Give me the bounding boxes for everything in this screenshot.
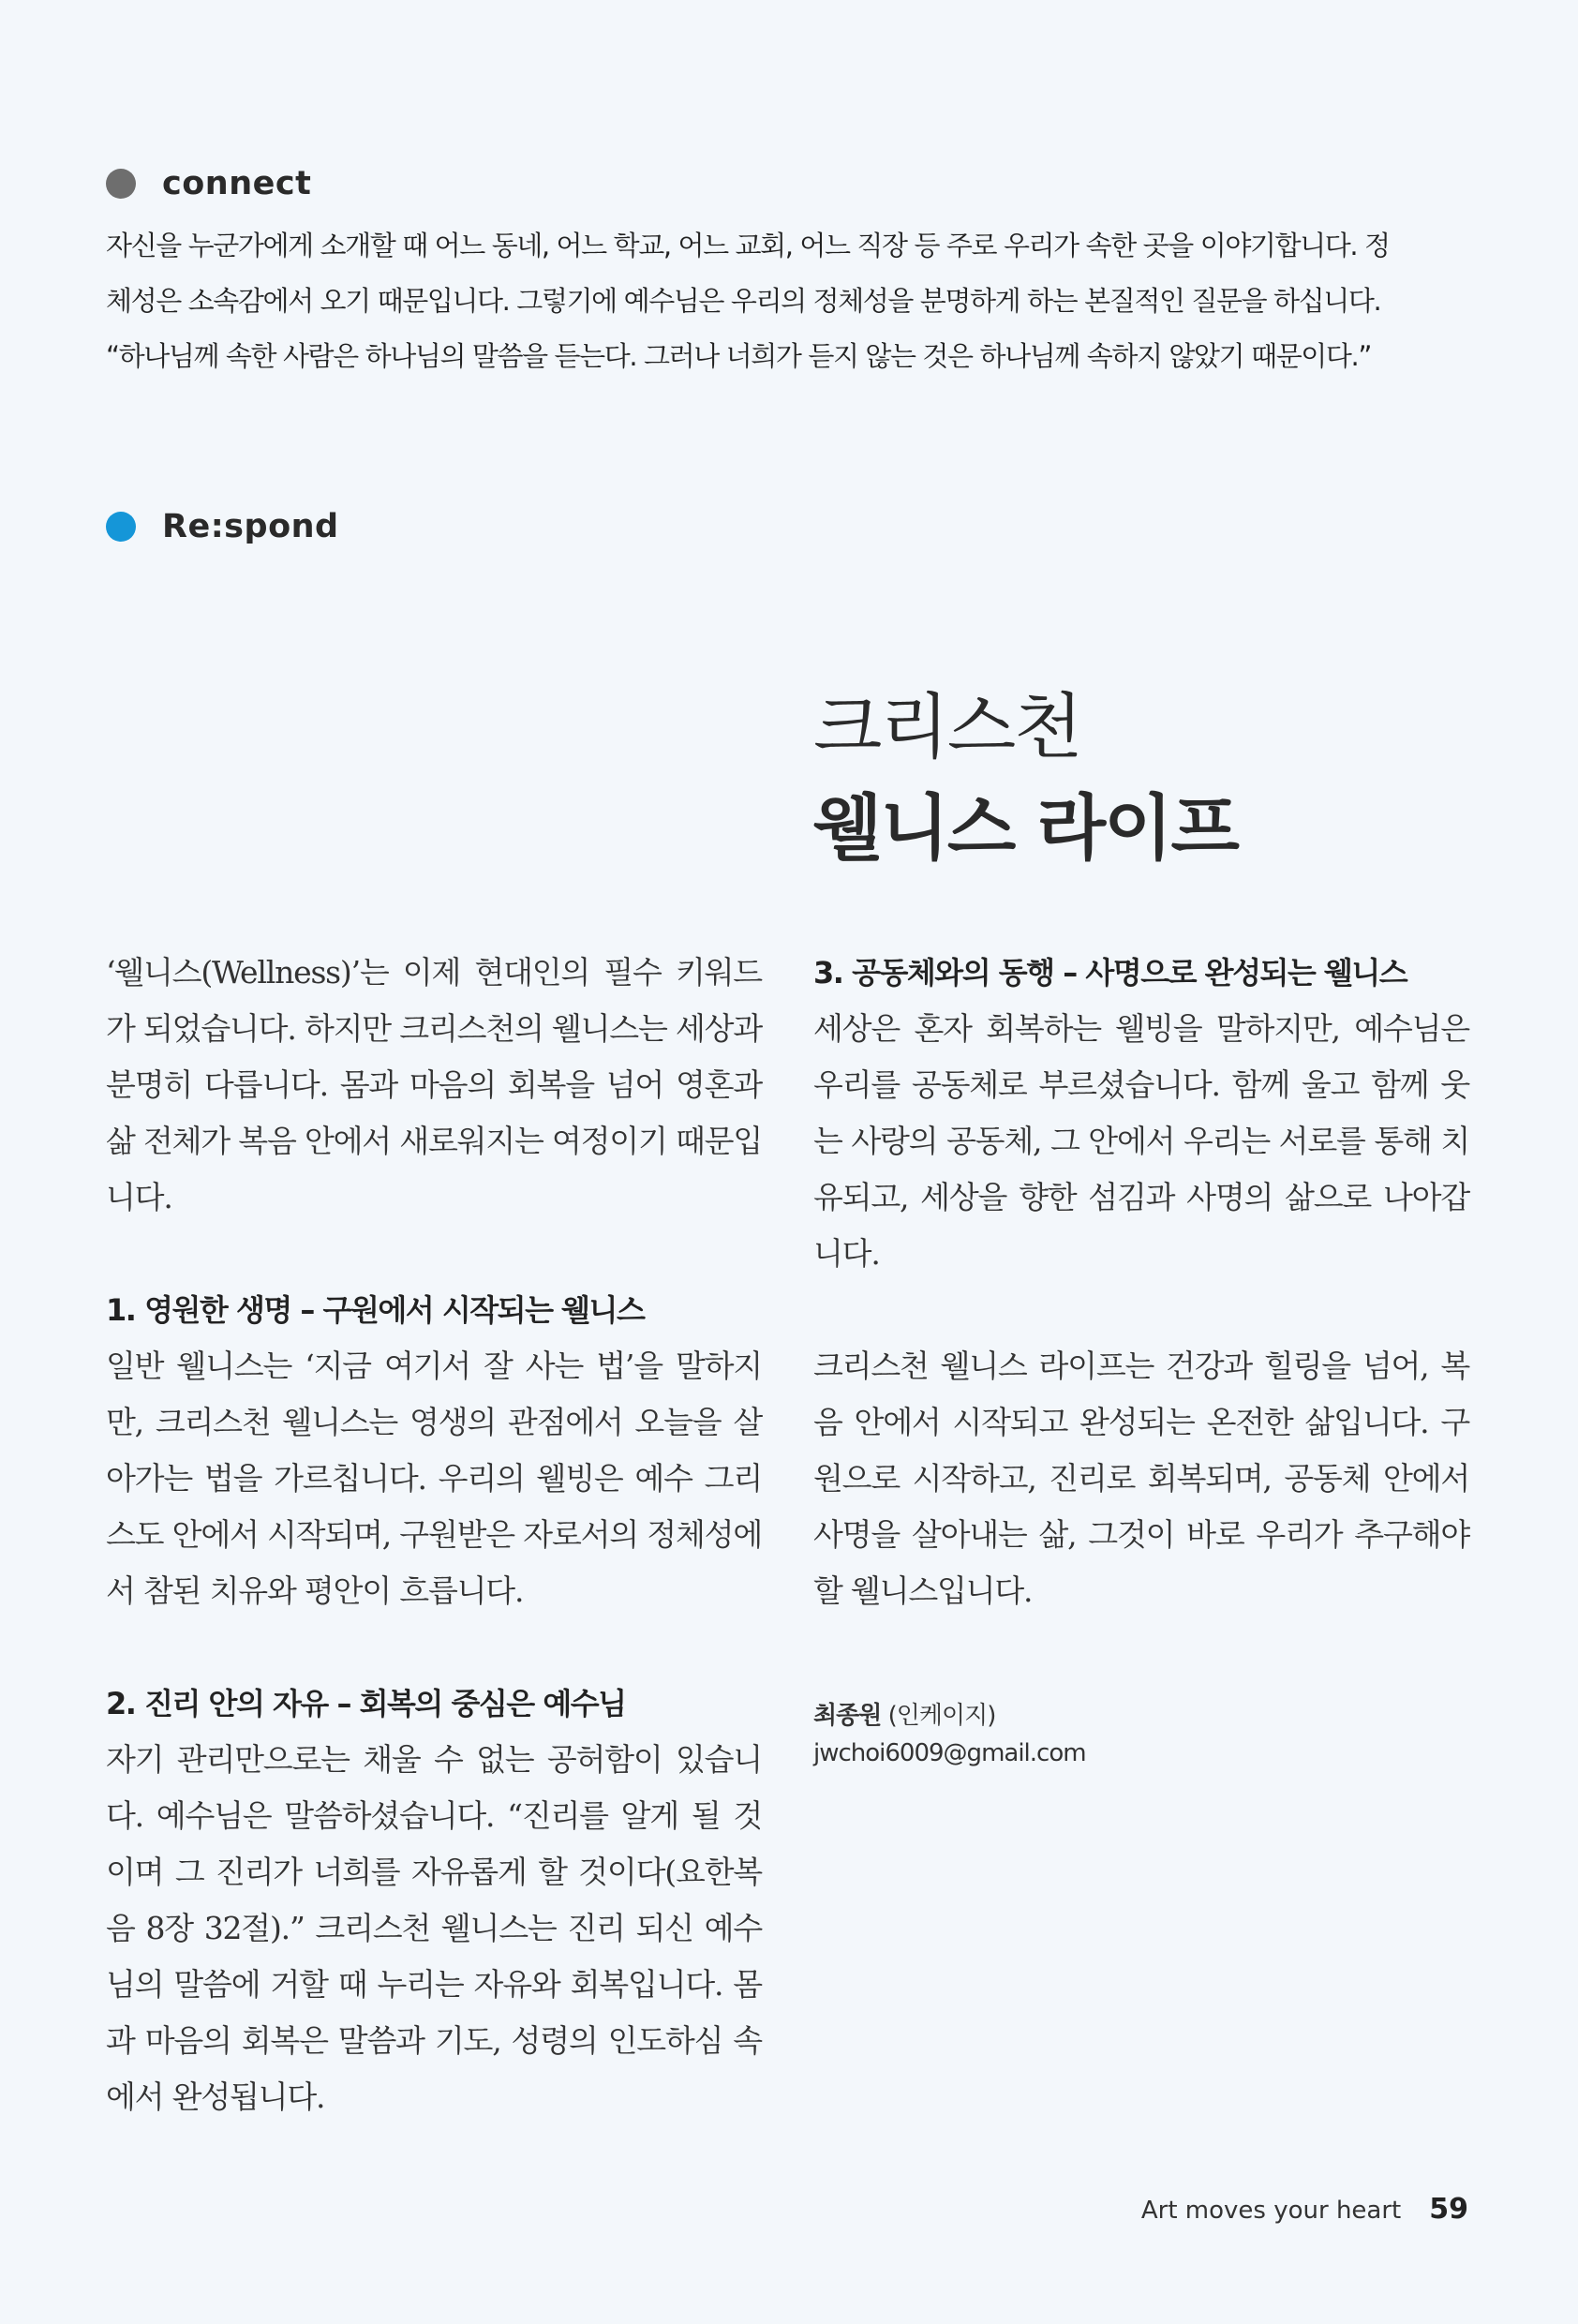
intro-paragraph: ‘웰니스(Wellness)’는 이제 현대인의 필수 키워드가 되었습니다. 하지만 크리스천의 웰니스는 세상과 분명히 다릅니다. 몸과 마음의 회복을 넘어 영혼과 삶 전체가 복음 안에서 새로워지는 여정이기 때문입니다. — [106, 954, 762, 1215]
author-name: 최종원 — [813, 1702, 882, 1730]
text-line: 자신을 누군가에게 소개할 때 어느 동네, 어느 학교, 어느 교회, 어느 직장 등 주로 우리가 속한 곳을 이야기합니다. 정 — [106, 230, 1390, 261]
page-footer — [1141, 2193, 1468, 2226]
text-line: 체성은 소속감에서 오기 때문입니다. 그렇기에 예수님은 우리의 정체성을 분명하게 하는 본질적인 질문을 하십니다. — [106, 285, 1381, 317]
text-line: “하나님께 속한 사람은 하나님의 말씀을 듣는다. 그러나 너희가 듣지 않는 것은 하나님께 속하지 않았기 때문이다.” — [106, 340, 1371, 372]
article-column-left — [106, 945, 762, 2125]
author-email: jwchoi6009@gmail.com — [813, 1739, 1086, 1767]
conclusion-paragraph: 크리스천 웰니스 라이프는 건강과 힐링을 넘어, 복음 안에서 시작되고 완성되는 온전한 삶입니다. 구원으로 시작하고, 진리로 회복되며, 공동체 안에서 사명을 살아내는 삶, 그것이 바로 우리가 추구해야 할 웰니스입니다. — [813, 1348, 1469, 1609]
footer-tagline: Art moves your heart — [1140, 2197, 1402, 2225]
author-info — [813, 1697, 1086, 1772]
section-label: connect — [162, 165, 312, 202]
section-1-heading: 1. 영원한 생명 – 구원에서 시작되는 웰니스 — [106, 1292, 645, 1328]
page-number: 59 — [1429, 2193, 1468, 2226]
title-line-1: 크리스천 — [813, 685, 1081, 768]
section-2-heading: 2. 진리 안의 자유 – 회복의 중심은 예수님 — [106, 1686, 626, 1721]
section-3-heading: 3. 공동체와의 동행 – 사명으로 완성되는 웰니스 — [813, 955, 1407, 991]
article-column-right — [813, 945, 1469, 1619]
section-header-respond — [106, 508, 339, 545]
section-label: Re:spond — [162, 508, 339, 545]
title-line-2: 웰니스 라이프 — [813, 786, 1238, 870]
article-title — [813, 677, 1238, 879]
section-3-body: 세상은 혼자 회복하는 웰빙을 말하지만, 예수님은 우리를 공동체로 부르셨습니다. 함께 울고 함께 웃는 사랑의 공동체, 그 안에서 우리는 서로를 통해 치유되고, 세상을 향한 섬김과 사명의 삶으로 나아갑니다. — [813, 1010, 1469, 1272]
section-bullet-icon — [106, 169, 136, 199]
connect-paragraph — [106, 218, 1474, 384]
section-header-connect — [106, 165, 311, 202]
section-bullet-icon — [106, 512, 136, 542]
section-2-body: 자기 관리만으로는 채울 수 없는 공허함이 있습니다. 예수님은 말씀하셨습니다. “진리를 알게 될 것이며 그 진리가 너희를 자유롭게 할 것이다(요한복음 8장 32절).” 크리스천 웰니스는 진리 되신 예수님의 말씀에 거할 때 누리는 자유와 회복입니다. 몸과 마음의 회복은 말씀과 기도, 성령의 인도하심 속에서 완성됩니다. — [106, 1741, 762, 2115]
section-1-body: 일반 웰니스는 ‘지금 여기서 잘 사는 법’을 말하지만, 크리스천 웰니스는 영생의 관점에서 오늘을 살아가는 법을 가르칩니다. 우리의 웰빙은 예수 그리스도 안에서 시작되며, 구원받은 자로서의 정체성에서 참된 치유와 평안이 흐릅니다. — [106, 1348, 762, 1609]
author-affiliation: (인케이지) — [887, 1702, 996, 1730]
